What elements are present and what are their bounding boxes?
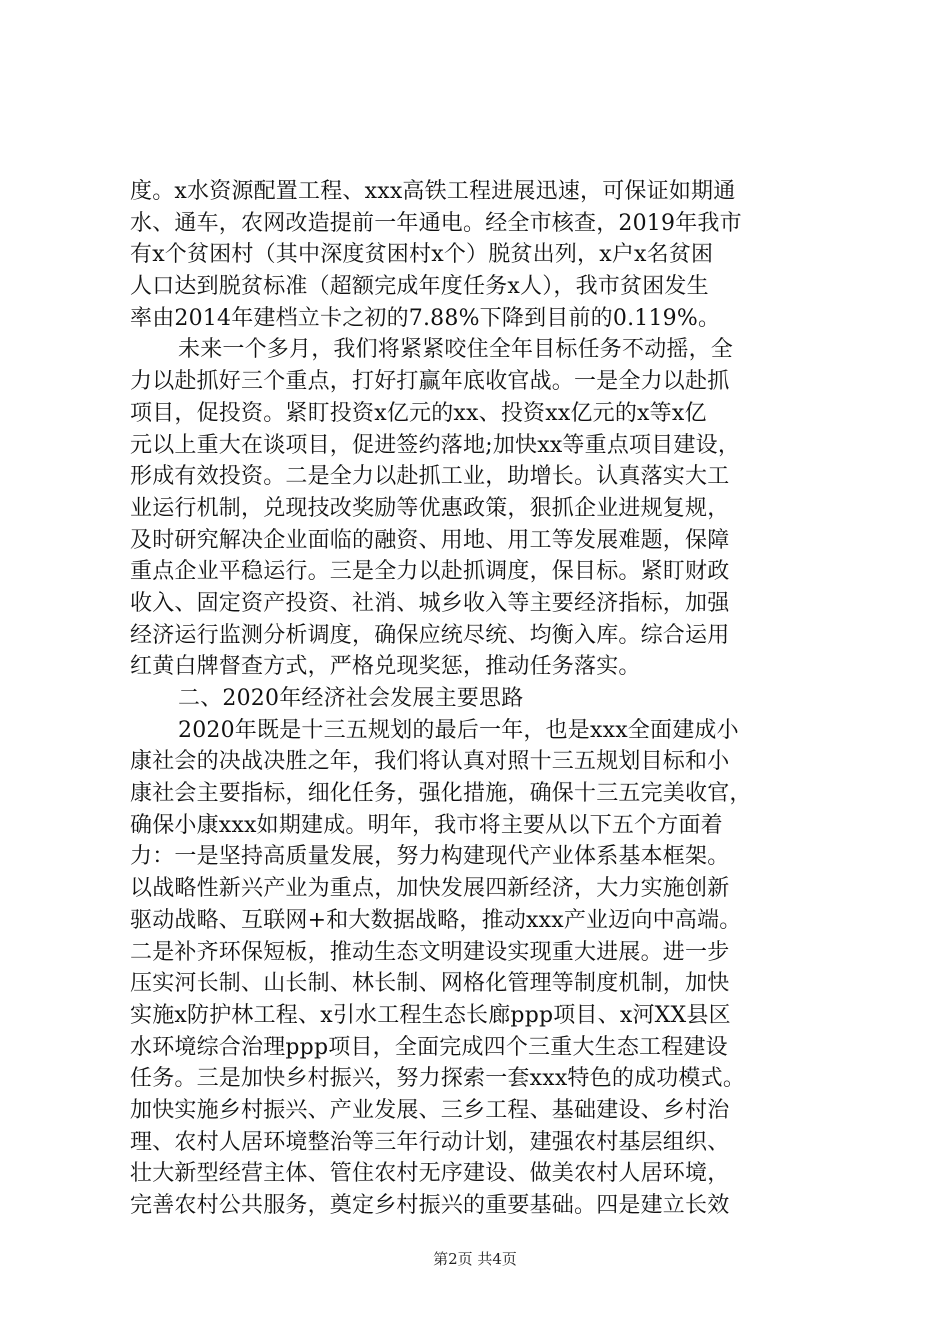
page-footer: 第2页 共4页 xyxy=(433,1250,517,1268)
text-line: 康社会主要指标，细化任务，强化措施，确保十三五完美收官， xyxy=(130,781,752,807)
text-line: 2020年既是十三五规划的最后一年，也是xxx全面建成小 xyxy=(178,717,739,743)
text-line: 经济运行监测分析调度，确保应统尽统、均衡入库。综合运用 xyxy=(130,622,730,648)
text-line: 水环境综合治理ppp项目，全面完成四个三重大生态工程建设 xyxy=(130,1034,728,1060)
text-line: 压实河长制、山长制、林长制、网格化管理等制度机制，加快 xyxy=(130,971,730,997)
text-line: 未来一个多月，我们将紧紧咬住全年目标任务不动摇，全 xyxy=(178,337,734,363)
text-line: 元以上重大在谈项目，促进签约落地;加快xx等重点项目建设， xyxy=(130,432,741,458)
text-line: 业运行机制，兑现技改奖励等优惠政策，狠抓企业进规复规， xyxy=(130,495,730,521)
text-line: 重点企业平稳运行。三是全力以赴抓调度，保目标。紧盯财政 xyxy=(130,559,730,585)
text-line: 有x个贫困村（其中深度贫困村x个）脱贫出列，x户x名贫困 xyxy=(130,242,714,268)
text-line: 以战略性新兴产业为重点，加快发展四新经济，大力实施创新 xyxy=(130,876,730,902)
text-line: 度。x水资源配置工程、xxx高铁工程进展迅速，可保证如期通 xyxy=(130,179,736,204)
text-line: 实施x防护林工程、x引水工程生态长廊ppp项目、x河XX县区 xyxy=(130,1002,731,1028)
text-line: 加快实施乡村振兴、产业发展、三乡工程、基础建设、乡村治 xyxy=(130,1097,730,1123)
text-line: 率由2014年建档立卡之初的7.88%下降到目前的0.119%。 xyxy=(130,305,721,331)
text-line: 收入、固定资产投资、社消、城乡收入等主要经济指标，加强 xyxy=(130,590,730,616)
text-line: 康社会的决战决胜之年，我们将认真对照十三五规划目标和小 xyxy=(130,749,730,775)
text-line: 水、通车，农网改造提前一年通电。经全市核查，2019年我市 xyxy=(130,210,742,236)
document-body xyxy=(130,176,830,1222)
text-line: 力：一是坚持高质量发展，努力构建现代产业体系基本框架。 xyxy=(130,844,730,870)
text-line: 完善农村公共服务，奠定乡村振兴的重要基础。四是建立长效 xyxy=(130,1193,730,1218)
text-line: 力以赴抓好三个重点，打好打赢年底收官战。一是全力以赴抓 xyxy=(130,369,730,395)
text-line: 及时研究解决企业面临的融资、用地、用工等发展难题，保障 xyxy=(130,527,730,553)
text-line: 形成有效投资。二是全力以赴抓工业，助增长。认真落实大工 xyxy=(130,464,730,490)
text-line: 理、农村人居环境整治等三年行动计划，建强农村基层组织、 xyxy=(130,1129,730,1155)
text-line: 项目，促投资。紧盯投资x亿元的xx、投资xx亿元的x等x亿 xyxy=(130,400,707,426)
text-line: 红黄白牌督查方式，严格兑现奖惩，推动任务落实。 xyxy=(130,654,641,680)
text-line: 任务。三是加快乡村振兴，努力探索一套xxx特色的成功模式。 xyxy=(130,1066,746,1092)
text-line: 确保小康xxx如期建成。明年，我市将主要从以下五个方面着 xyxy=(130,812,723,838)
text-line: 人口达到脱贫标准（超额完成年度任务x人），我市贫困发生 xyxy=(130,274,709,300)
text-line: 二、2020年经济社会发展主要思路 xyxy=(178,686,524,711)
text-line: 驱动战略、互联网+和大数据战略，推动xxx产业迈向中高端。 xyxy=(130,907,742,933)
text-line: 二是补齐环保短板，推动生态文明建设实现重大进展。进一步 xyxy=(130,939,730,965)
text-line: 壮大新型经营主体、管住农村无序建设、做美农村人居环境， xyxy=(130,1161,730,1187)
